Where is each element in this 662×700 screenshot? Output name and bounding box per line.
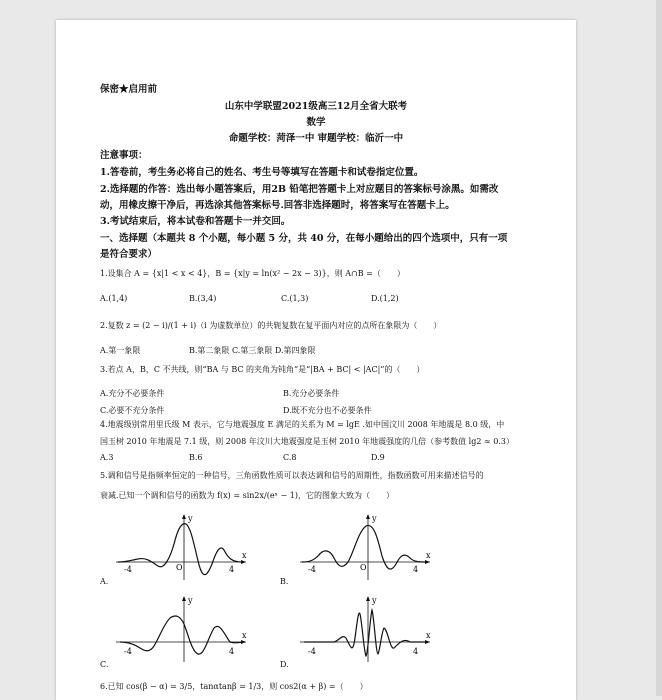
graph-d-x: x xyxy=(426,631,431,640)
q5-option-a: A. xyxy=(100,577,109,586)
q5-option-c: C. xyxy=(100,660,109,669)
q1-option-c: C.(1,3) xyxy=(281,294,309,303)
q4-option-c: C.8 xyxy=(283,453,297,462)
graph-d xyxy=(296,594,436,666)
q6-stem: 6.已知 cos(β − α) = 3/5，tanαtanβ = 1/3，则 cos2(α + β) =（ ） xyxy=(100,682,368,691)
q2-stem: 2.复数 z = (2 − i)/(1 + i)（i 为虚数单位）的共轭复数在复平面内对应的点所在象限为（ ） xyxy=(100,321,442,330)
q3-option-d: D.既不充分也不必要条件 xyxy=(283,406,372,415)
q5-option-b: B. xyxy=(280,577,289,586)
graph-d-y: y xyxy=(372,596,377,605)
graph-c-y: y xyxy=(188,596,193,605)
subject-title: 数学 xyxy=(306,117,326,128)
section-heading: 一、选择题（本题共 8 个小题，每小题 5 分，共 40 分，在每小题给出的四个选项中，只有一项 xyxy=(100,233,508,244)
school-info: 命题学校：菏泽一中 审题学校：临沂一中 xyxy=(228,133,404,144)
exam-page xyxy=(56,20,576,700)
q1-stem: 1.设集合 A = {x|1 < x < 4}，B = {x|y = ln(x² − 2x − 3)}，则 A∩B =（ ） xyxy=(100,269,405,278)
graph-a xyxy=(112,512,252,584)
q4-option-d: D.9 xyxy=(371,453,385,462)
notice-item: 3.考试结束后，将本试卷和答题卡一并交回。 xyxy=(100,216,291,227)
graph-c-neg4: -4 xyxy=(124,647,132,656)
graph-c-x: x xyxy=(242,631,247,640)
viewer-scrollbar-track[interactable] xyxy=(656,0,662,696)
q5-line1: 5.调和信号是指频率恒定的一种信号，三角函数性质可以表达调和信号的周期性，指数函数可用来描述信号的 xyxy=(100,471,484,480)
q3-option-a: A.充分不必要条件 xyxy=(100,389,165,398)
graph-b-y: y xyxy=(372,514,377,523)
q2-option-a: A.第一象限 xyxy=(100,346,141,355)
graph-b xyxy=(296,512,436,584)
notice-title: 注意事项： xyxy=(100,150,148,161)
q4-line2: 国玉树 2010 年地震是 7.1 级，则 2008 年汶川大地震强度是玉树 2010 年地震强度的几倍（参考数值 lg2 ≈ 0.3） xyxy=(100,437,514,446)
q4-option-a: A.3 xyxy=(100,453,114,462)
graph-c-pos4: 4 xyxy=(229,647,235,656)
q4-option-b: B.6 xyxy=(189,453,203,462)
graph-b-neg4: -4 xyxy=(308,565,316,574)
q3-option-c: C.必要不充分条件 xyxy=(100,406,165,415)
confidential-label: 保密★启用前 xyxy=(100,84,158,95)
q3-option-b: B.充分必要条件 xyxy=(283,389,340,398)
section-heading-cont: 是符合要求） xyxy=(100,249,158,260)
graph-a-neg4: -4 xyxy=(124,565,132,574)
graph-a-pos4: 4 xyxy=(229,565,235,574)
graph-a-x: x xyxy=(242,551,247,560)
graph-d-pos4: 4 xyxy=(413,647,419,656)
q5-option-d: D. xyxy=(280,660,289,669)
graph-d-neg4: -4 xyxy=(308,647,316,656)
q3-stem: 3.若点 A，B，C 不共线，则“BA 与 BC 的夹角为钝角”是“|BA + BC| < |AC|”的（ ） xyxy=(100,365,425,374)
q1-option-b: B.(3,4) xyxy=(189,294,217,303)
q5-line2: 衰减.已知一个调和信号的函数为 f(x) = sin2x/(eˣ − 1)，它的图象大致为（ ） xyxy=(100,491,394,500)
notice-item: 2.选择题的作答：选出每小题答案后，用2B 铅笔把答题卡上对应题目的答案标号涂黑。如需改 xyxy=(100,184,499,195)
notice-item: 1.答卷前，考生务必将自己的姓名、考生号等填写在答题卡和试卷指定位置。 xyxy=(100,167,424,178)
graph-b-origin: O xyxy=(360,563,367,572)
notice-item: 动，用橡皮擦干净后，再选涂其他答案标号.回答非选择题时，将答案写在答题卡上。 xyxy=(100,200,455,211)
graph-a-y: y xyxy=(188,514,193,523)
q1-option-d: D.(1,2) xyxy=(371,294,399,303)
graph-a-origin: O xyxy=(176,563,183,572)
exam-title: 山东中学联盟2021级高三12月全省大联考 xyxy=(224,101,408,112)
graph-b-pos4: 4 xyxy=(413,565,419,574)
q1-option-a: A.(1,4) xyxy=(100,294,128,303)
q4-line1: 4.地震级别常用里氏级 M 表示，它与地震强度 E 满足的关系为 M = lgE .如中国汶川 2008 年地震是 8.0 级，中 xyxy=(100,420,505,429)
graph-c xyxy=(112,594,252,666)
graph-b-x: x xyxy=(426,551,431,560)
q2-option-bcd: B.第二象限 C.第三象限 D.第四象限 xyxy=(189,346,316,355)
